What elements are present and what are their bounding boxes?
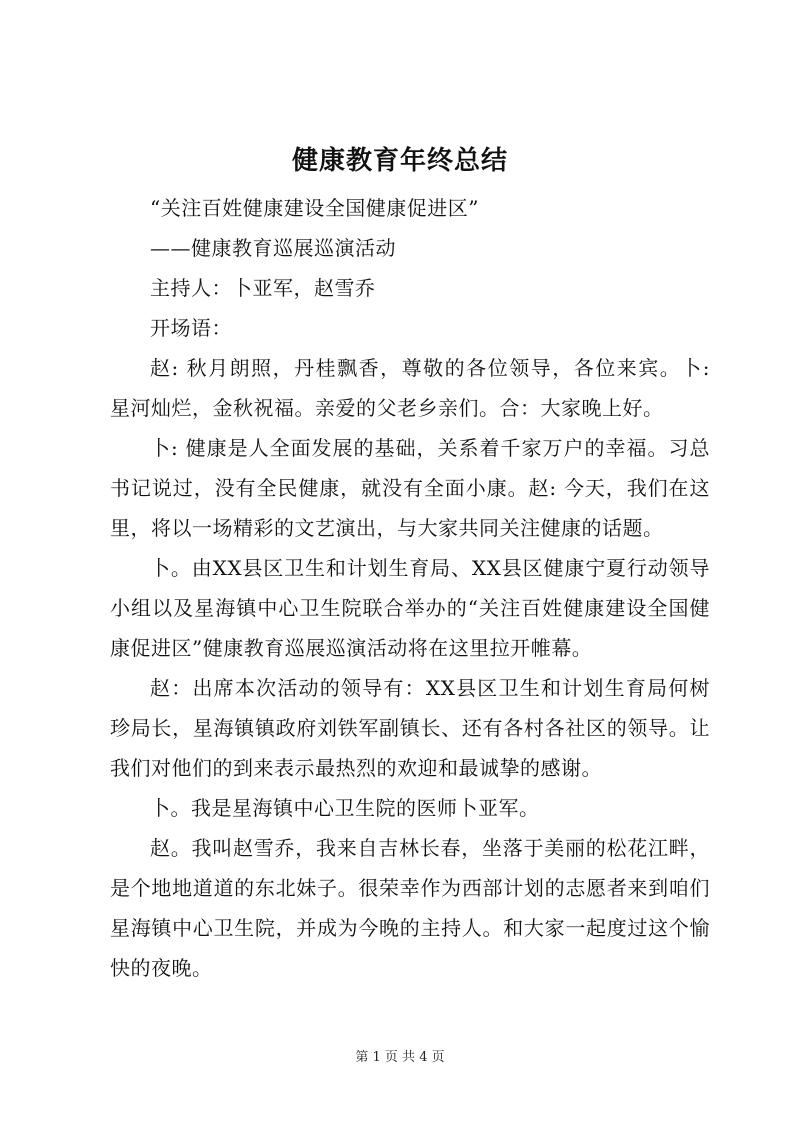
paragraph-hosts: 主持人：卜亚军，赵雪乔 — [150, 276, 376, 300]
paragraph-opening-label: 开场语： — [150, 316, 232, 340]
paragraph-theme: “关注百姓健康建设全国健康促进区” — [150, 196, 479, 220]
paragraph: 赵: 秋月朗照，丹桂飘香，尊敬的各位领导，各位来宾。卜: 星河灿烂，金秋祝福。亲爱的父老乡亲们。合：大家晚上好。 — [110, 356, 710, 420]
paragraph: 卜。我是星海镇中心卫生院的医师卜亚军。 — [150, 796, 540, 820]
paragraph: 赵。我叫赵雪乔，我来自吉林长春，坐落于美丽的松花江畔，是个地地道道的东北妹子。很荣幸作为西部计划的志愿者来到咱们星海镇中心卫生院，并成为今晚的主持人。和大家一起度过这个愉快的夜晚。 — [110, 836, 710, 980]
paragraph: 卜: 健康是人全面发展的基础，关系着千家万户的幸福。习总书记说过，没有全民健康，就没有全面小康。赵: 今天，我们在这里，将以一场精彩的文艺演出，与大家共同关注健康的话题。 — [110, 436, 710, 540]
document-title: 健康教育年终总结 — [291, 146, 508, 176]
paragraph: 赵：出席本次活动的领导有：XX县区卫生和计划生育局何树珍局长，星海镇镇政府刘铁军副镇长、还有各村各社区的领导。让我们对他们的到来表示最热烈的欢迎和最诚挚的感谢。 — [110, 676, 710, 780]
page-number-footer: 第 1 页 共 4 页 — [355, 1050, 445, 1065]
document-body — [110, 188, 710, 988]
paragraph-subtitle: ——健康教育巡展巡演活动 — [150, 236, 396, 260]
paragraph: 卜。由XX县区卫生和计划生育局、XX县区健康宁夏行动领导小组以及星海镇中心卫生院联合举办的“关注百姓健康建设全国健康促进区”健康教育巡展巡演活动将在这里拉开帷幕。 — [110, 556, 710, 660]
